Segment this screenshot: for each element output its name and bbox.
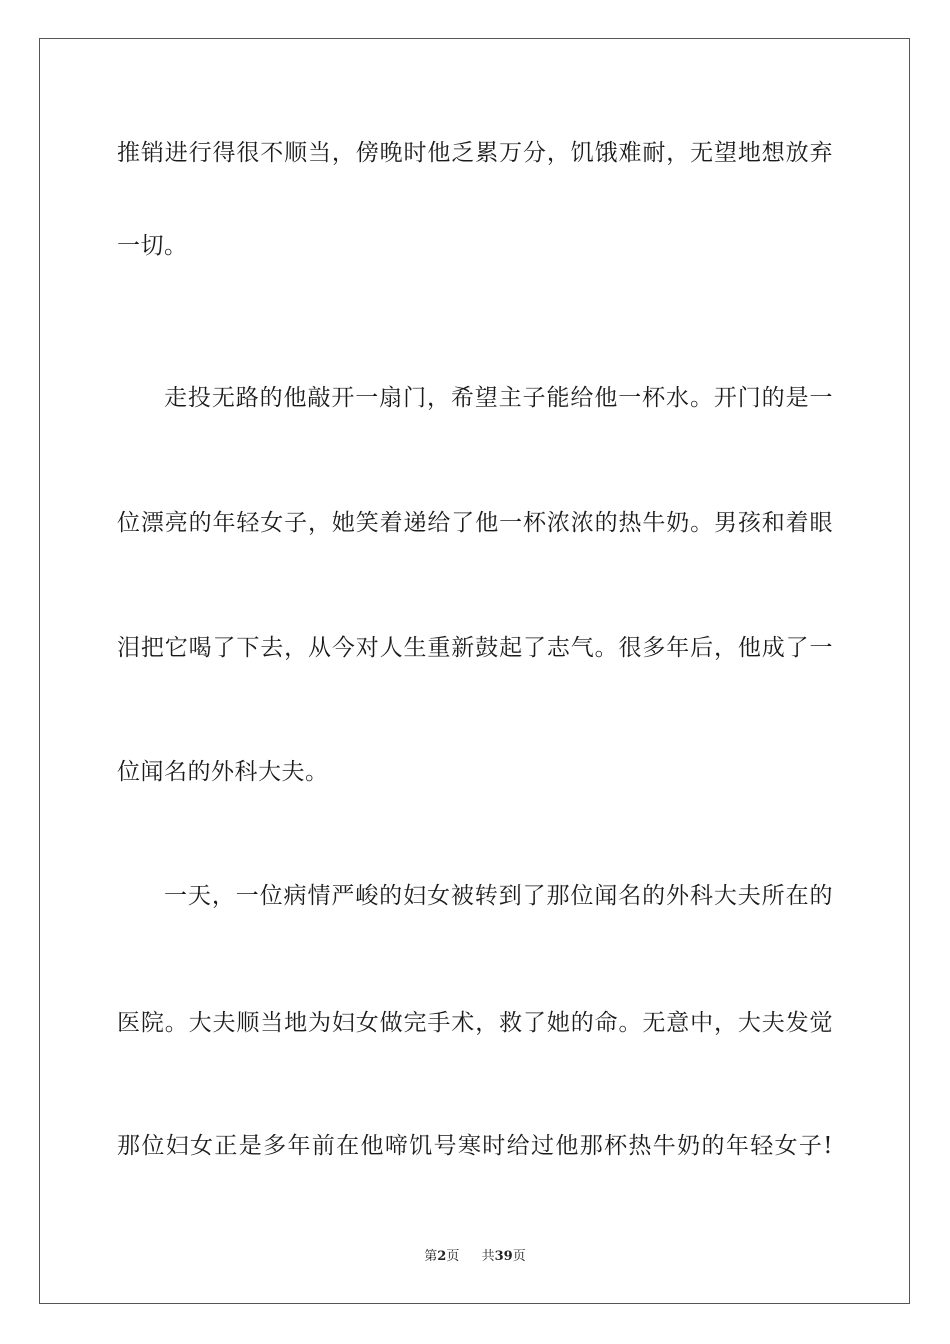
text-line-8: 医院。大夫顺当地为妇女做完手术，救了她的命。无意中，大夫发觉 <box>117 1010 833 1036</box>
text-line-7: 一天，一位病情严峻的妇女被转到了那位闻名的外科大夫所在的 <box>164 883 833 909</box>
text-line-5: 泪把它喝了下去，从今对人生重新鼓起了志气。很多年后，他成了一 <box>117 635 833 661</box>
page-frame <box>39 38 910 1304</box>
text-line-2: 一切。 <box>117 233 188 259</box>
page-footer <box>0 1248 950 1266</box>
text-line-6: 位闻名的外科大夫。 <box>117 759 329 785</box>
text-line-3: 走投无路的他敲开一扇门，希望主子能给他一杯水。开门的是一 <box>164 385 833 411</box>
current-page-number: 2 <box>437 1249 447 1264</box>
total-pages-number: 39 <box>494 1249 513 1264</box>
page-label: 第2页 <box>424 1249 460 1264</box>
text-line-9: 那位妇女正是多年前在他啼饥号寒时给过他那杯热牛奶的年轻女子! <box>117 1133 833 1159</box>
total-pages-label: 共39页 <box>481 1249 526 1264</box>
text-line-4: 位漂亮的年轻女子，她笑着递给了他一杯浓浓的热牛奶。男孩和着眼 <box>117 510 833 536</box>
text-line-1: 推销进行得很不顺当，傍晚时他乏累万分，饥饿难耐，无望地想放弃 <box>117 140 833 166</box>
